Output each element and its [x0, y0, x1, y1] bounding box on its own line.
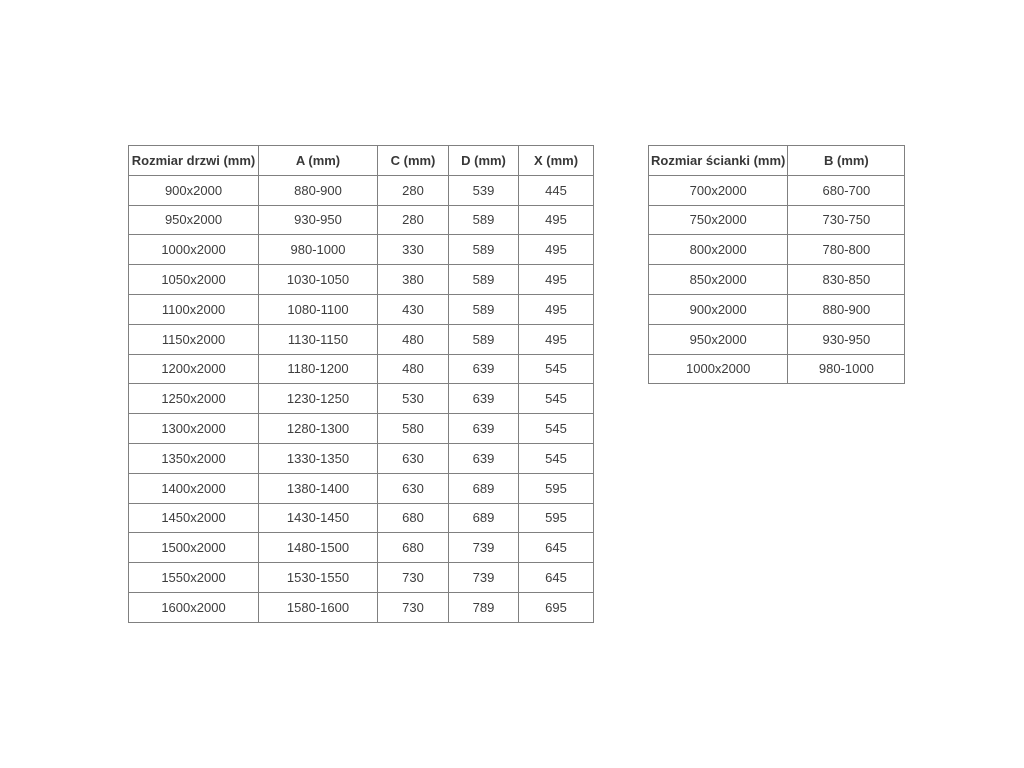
column-header: B (mm) — [788, 146, 905, 176]
table-cell: 1550x2000 — [129, 563, 259, 593]
table-cell: 680 — [378, 503, 449, 533]
table-cell: 1400x2000 — [129, 473, 259, 503]
wall-table-container — [648, 145, 905, 384]
table-cell: 730 — [378, 563, 449, 593]
table-cell: 1380-1400 — [259, 473, 378, 503]
table-cell: 495 — [519, 324, 594, 354]
column-header: D (mm) — [449, 146, 519, 176]
table-cell: 645 — [519, 563, 594, 593]
table-cell: 750x2000 — [649, 205, 788, 235]
table-cell: 630 — [378, 443, 449, 473]
table-cell: 589 — [449, 205, 519, 235]
table-cell: 900x2000 — [129, 175, 259, 205]
table-cell: 1200x2000 — [129, 354, 259, 384]
table-cell: 530 — [378, 384, 449, 414]
column-header: C (mm) — [378, 146, 449, 176]
table-cell: 639 — [449, 443, 519, 473]
table-cell: 545 — [519, 414, 594, 444]
door-dimensions-table — [128, 145, 594, 623]
table-cell: 495 — [519, 205, 594, 235]
table-cell: 1330-1350 — [259, 443, 378, 473]
table-cell: 1250x2000 — [129, 384, 259, 414]
table-cell: 780-800 — [788, 235, 905, 265]
table-row — [649, 265, 905, 295]
table-cell: 545 — [519, 384, 594, 414]
table-cell: 800x2000 — [649, 235, 788, 265]
table-cell: 595 — [519, 473, 594, 503]
table-row — [129, 175, 594, 205]
table-cell: 545 — [519, 354, 594, 384]
table-cell: 1430-1450 — [259, 503, 378, 533]
header-row — [129, 146, 594, 176]
table-cell: 980-1000 — [788, 354, 905, 384]
table-cell: 589 — [449, 294, 519, 324]
table-cell: 639 — [449, 414, 519, 444]
table-cell: 1030-1050 — [259, 265, 378, 295]
table-cell: 789 — [449, 592, 519, 622]
table-cell: 595 — [519, 503, 594, 533]
table-cell: 689 — [449, 473, 519, 503]
table-cell: 639 — [449, 384, 519, 414]
table-row — [649, 175, 905, 205]
table-cell: 580 — [378, 414, 449, 444]
table-cell: 1230-1250 — [259, 384, 378, 414]
table-cell: 1480-1500 — [259, 533, 378, 563]
table-cell: 1150x2000 — [129, 324, 259, 354]
table-cell: 689 — [449, 503, 519, 533]
table-row — [129, 533, 594, 563]
table-cell: 1000x2000 — [649, 354, 788, 384]
table-cell: 1500x2000 — [129, 533, 259, 563]
table-cell: 639 — [449, 354, 519, 384]
table-row — [649, 235, 905, 265]
table-cell: 445 — [519, 175, 594, 205]
column-header: A (mm) — [259, 146, 378, 176]
table-row — [129, 354, 594, 384]
column-header: Rozmiar ścianki (mm) — [649, 146, 788, 176]
table-row — [129, 384, 594, 414]
table-cell: 380 — [378, 265, 449, 295]
table-cell: 730 — [378, 592, 449, 622]
table-cell: 700x2000 — [649, 175, 788, 205]
table-cell: 930-950 — [788, 324, 905, 354]
table-cell: 850x2000 — [649, 265, 788, 295]
table-cell: 980-1000 — [259, 235, 378, 265]
table-row — [129, 294, 594, 324]
table-cell: 950x2000 — [129, 205, 259, 235]
table-cell: 1530-1550 — [259, 563, 378, 593]
table-cell: 1100x2000 — [129, 294, 259, 324]
table-cell: 680-700 — [788, 175, 905, 205]
table-cell: 739 — [449, 563, 519, 593]
header-row — [649, 146, 905, 176]
table-row — [129, 265, 594, 295]
table-row — [649, 294, 905, 324]
table-cell: 1130-1150 — [259, 324, 378, 354]
table-cell: 495 — [519, 265, 594, 295]
table-cell: 1300x2000 — [129, 414, 259, 444]
table-cell: 1050x2000 — [129, 265, 259, 295]
table-cell: 900x2000 — [649, 294, 788, 324]
table-cell: 1280-1300 — [259, 414, 378, 444]
table-cell: 680 — [378, 533, 449, 563]
table-cell: 1350x2000 — [129, 443, 259, 473]
door-table-container — [128, 145, 594, 623]
table-cell: 930-950 — [259, 205, 378, 235]
table-cell: 495 — [519, 235, 594, 265]
table-cell: 589 — [449, 265, 519, 295]
table-cell: 880-900 — [788, 294, 905, 324]
table-cell: 739 — [449, 533, 519, 563]
table-cell: 1080-1100 — [259, 294, 378, 324]
table-row — [649, 354, 905, 384]
table-row — [129, 443, 594, 473]
table-cell: 950x2000 — [649, 324, 788, 354]
table-cell: 589 — [449, 235, 519, 265]
table-row — [129, 414, 594, 444]
table-cell: 280 — [378, 175, 449, 205]
table-cell: 480 — [378, 354, 449, 384]
table-row — [129, 473, 594, 503]
table-cell: 589 — [449, 324, 519, 354]
wall-dimensions-table — [648, 145, 905, 384]
table-cell: 545 — [519, 443, 594, 473]
table-cell: 645 — [519, 533, 594, 563]
column-header: X (mm) — [519, 146, 594, 176]
table-row — [129, 592, 594, 622]
table-row — [129, 324, 594, 354]
table-cell: 1180-1200 — [259, 354, 378, 384]
table-cell: 1000x2000 — [129, 235, 259, 265]
table-row — [649, 324, 905, 354]
table-cell: 330 — [378, 235, 449, 265]
table-cell: 1600x2000 — [129, 592, 259, 622]
table-cell: 495 — [519, 294, 594, 324]
table-cell: 1580-1600 — [259, 592, 378, 622]
table-cell: 1450x2000 — [129, 503, 259, 533]
table-cell: 280 — [378, 205, 449, 235]
table-row — [129, 235, 594, 265]
table-cell: 830-850 — [788, 265, 905, 295]
table-cell: 730-750 — [788, 205, 905, 235]
table-row — [649, 205, 905, 235]
column-header: Rozmiar drzwi (mm) — [129, 146, 259, 176]
table-row — [129, 563, 594, 593]
table-row — [129, 205, 594, 235]
table-cell: 630 — [378, 473, 449, 503]
table-row — [129, 503, 594, 533]
table-cell: 880-900 — [259, 175, 378, 205]
table-cell: 480 — [378, 324, 449, 354]
table-cell: 539 — [449, 175, 519, 205]
table-cell: 430 — [378, 294, 449, 324]
table-cell: 695 — [519, 592, 594, 622]
